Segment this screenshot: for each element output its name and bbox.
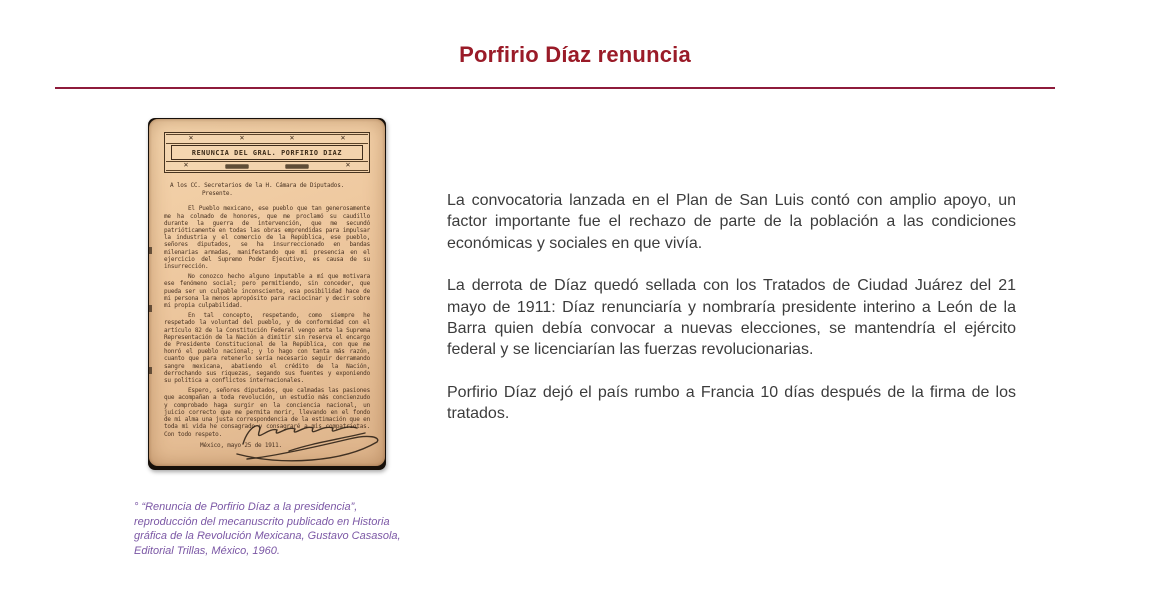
ornament-x-icon: ✕ <box>239 135 245 142</box>
image-caption: ° “Renuncia de Porfirio Díaz a la presidencia”, reproducción del mecanuscrito publicado en Historia gráfica de la Revolución Mexicana, Gustavo Casasola, Editorial Trillas, México, 1960. <box>134 501 401 557</box>
ornament-x-icon: ✕ <box>340 135 346 142</box>
letter-paragraph: No conozco hecho alguno imputable a mí que motivara ese fenómeno social; pero permitiendo, sin conceder, que pueda ser un culpable inconsciente, esa posibilidad hace de mi persona la menos apropósito para raciocinar y decir sobre mi propia culpabilidad. <box>164 273 370 310</box>
banner-title: RENUNCIA DEL GRAL. PORFIRIO DIAZ <box>191 149 343 157</box>
letter-dateline: México, mayo 25 de 1911. <box>200 441 282 449</box>
document-banner <box>164 132 370 173</box>
letter-paragraph: En tal concepto, respetando, como siempre he respetado la voluntad del pueblo, y de conformidad con el artículo 82 de la Constitución Federal vengo ante la Suprema Representación de la Nación a dimitir sin reserva el encargo de Presidente Constitucional de la República, con que me honró el pueblo nacional; y lo hago con tanta más razón, cuanto que para retenerlo sería necesario seguir derramando sangre mexicana, abatiendo el crédito de la Nación, derrochando sus riquezas, segando sus fuentes y exponiendo su política a conflictos internacionales. <box>164 312 370 385</box>
scan-artifact <box>149 247 152 254</box>
ornament-x-icon: ✕ <box>345 162 351 169</box>
ornament-x-icon: ✕ <box>183 162 189 169</box>
document-paper <box>149 119 385 466</box>
porfirio-diaz-signature <box>231 412 383 466</box>
letter-presente: Presente. <box>202 190 233 198</box>
ink-smudge <box>225 164 248 169</box>
article-paragraph: La derrota de Díaz quedó sellada con los Tratados de Ciudad Juárez del 21 mayo de 1911: Díaz renunciaría y nombraría presidente interino a León de la Barra quien debía convocar a nuevas elecciones, se mantendría el ejército federal y se licenciarían las fuerzas revolucionarias. <box>447 277 1016 359</box>
banner-title-box <box>171 145 363 160</box>
ornament-x-icon: ✕ <box>188 135 194 142</box>
letter-paragraph: Espero, señores diputados, que calmadas las pasiones que acompañan a toda revolución, un estudio más concienzudo y comprobado haga surgir en la conciencia nacional, un juicio correcto que me permita morir, llevando en el fondo de mi alma una justa correspondencia de la estimación que en toda mi vida he consagrado y consagraré a mis compatriotas. Con todo respeto. <box>164 387 370 438</box>
banner-ornament-top <box>166 134 368 144</box>
page-title: Porfirio Díaz renuncia <box>459 42 691 67</box>
title-divider <box>55 87 1055 89</box>
article-paragraph: La convocatoria lanzada en el Plan de San Luis contó con amplio apoyo, un factor importante fue el rechazo de parte de la población a las condiciones económicas y sociales en que vivía. <box>447 192 1016 252</box>
article-text <box>447 190 1016 446</box>
ornament-x-icon: ✕ <box>289 135 295 142</box>
letter-salutation: A los CC. Secretarios de la H. Cámara de Diputados. <box>170 182 345 189</box>
letter-paragraph: El Pueblo mexicano, ese pueblo que tan generosamente me ha colmado de honores, que me proclamó su caudillo durante la guerra de intervención, que me secundó patrióticamente en todas las obras emprendidas para impulsar la industria y el comercio de la República, ese pueblo, señores diputados, se ha insurreccionado en bandas milenarias armadas, manifestando que mi presencia en el ejercicio del Supremo Poder Ejecutivo, es causa de su insurrección. <box>164 205 370 271</box>
document-photo <box>148 118 386 470</box>
ink-smudge <box>286 164 309 169</box>
banner-ornament-bottom <box>166 161 368 171</box>
article-paragraph: Porfirio Díaz dejó el país rumbo a Francia 10 días después de la firma de los tratados. <box>447 383 1016 423</box>
